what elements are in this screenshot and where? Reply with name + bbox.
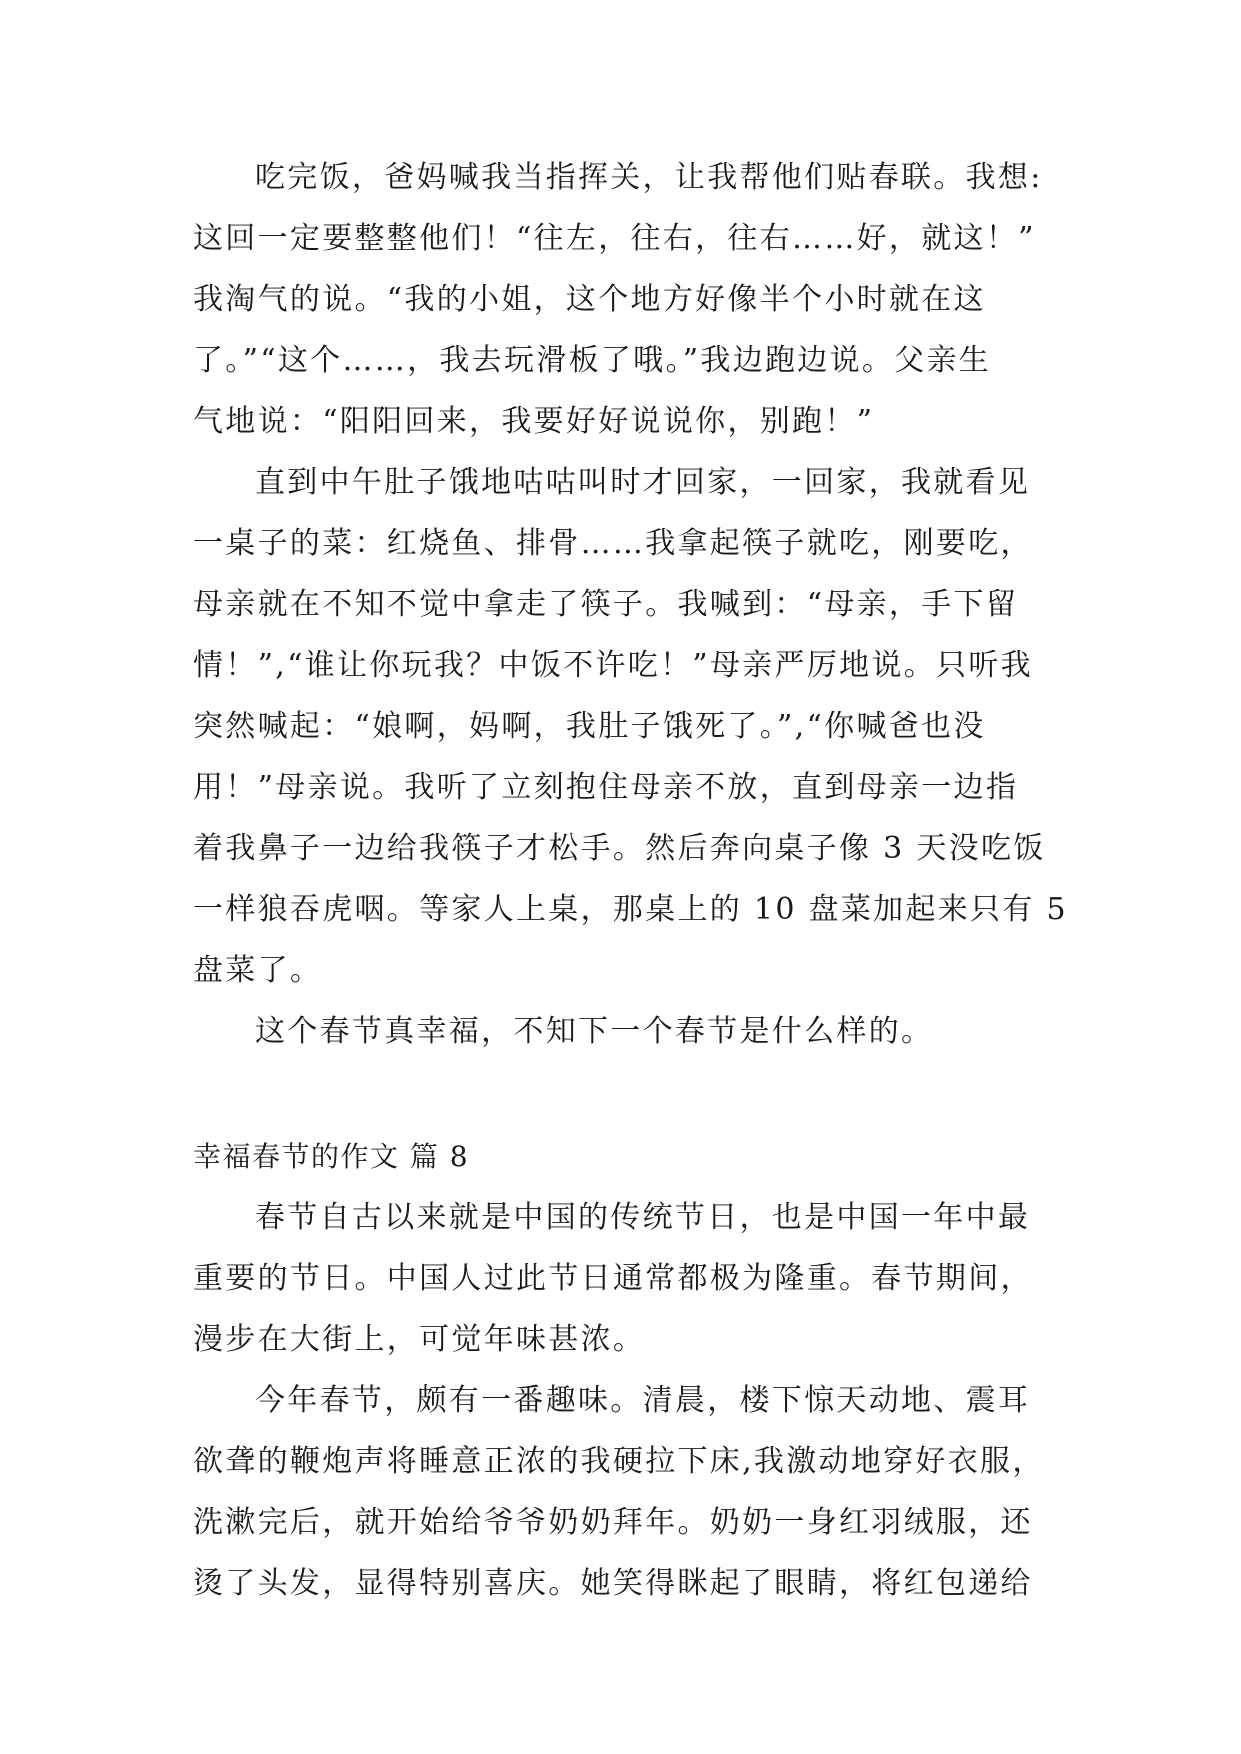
- document-body: [193, 158, 1073, 1625]
- text-line: 了。”“这个……，我去玩滑板了哦。”我边跑边说。父亲生: [193, 343, 992, 378]
- text-line: 直到中午肚子饿地咕咕叫时才回家，一回家，我就看见: [255, 465, 1031, 500]
- text-line: 一样狼吞虎咽。等家人上桌，那桌上的 10 盘菜加起来只有 5: [193, 892, 1068, 927]
- text-line: 用！”母亲说。我听了立刻抱住母亲不放，直到母亲一边指: [193, 770, 1019, 805]
- text-line: 欲聋的鞭炮声将睡意正浓的我硬拉下床,我激动地穿好衣服，: [193, 1444, 1045, 1479]
- text-line: 气地说：“阳阳回来，我要好好说说你，别跑！”: [193, 404, 875, 439]
- section-heading: 幸福春节的作文 篇 8: [193, 1140, 470, 1173]
- text-line: 突然喊起：“娘啊，妈啊，我肚子饿死了。”,“你喊爸也没: [193, 709, 986, 744]
- text-line: 今年春节，颇有一番趣味。清晨，楼下惊天动地、震耳: [255, 1383, 1031, 1418]
- section-spacer: [193, 1073, 1073, 1137]
- text-line: 漫步在大街上，可觉年味甚浓。: [193, 1322, 646, 1357]
- text-line: 母亲就在不知不觉中拿走了筷子。我喊到：“母亲，手下留: [193, 587, 1019, 622]
- text-line: 重要的节日。中国人过此节日通常都极为隆重。春节期间，: [193, 1261, 1033, 1296]
- text-line: 春节自古以来就是中国的传统节日，也是中国一年中最: [255, 1200, 1031, 1235]
- text-line: 盘菜了。: [193, 953, 323, 988]
- text-line: 这回一定要整整他们！“往左，往右，往右……好，就这！”: [193, 221, 1036, 256]
- paragraph: [193, 1198, 1073, 1360]
- paragraph: [193, 158, 1073, 442]
- text-line: 这个春节真幸福，不知下一个春节是什么样的。: [255, 1014, 934, 1049]
- paragraph: [193, 463, 1073, 991]
- text-line: 洗漱完后，就开始给爷爷奶奶拜年。奶奶一身红羽绒服，还: [193, 1505, 1033, 1540]
- text-line: 烫了头发，显得特别喜庆。她笑得眯起了眼睛，将红包递给: [193, 1566, 1033, 1601]
- paragraph: [193, 1012, 1073, 1052]
- text-line: 着我鼻子一边给我筷子才松手。然后奔向桌子像 3 天没吃饭: [193, 831, 1046, 866]
- paragraph: [193, 1381, 1073, 1604]
- text-line: 情！”,“谁让你玩我？中饭不许吃！”母亲严厉地说。只听我: [193, 648, 1033, 683]
- text-line: 我淘气的说。“我的小姐，这个地方好像半个小时就在这: [193, 282, 986, 317]
- text-line: 一桌子的菜：红烧鱼、排骨……我拿起筷子就吃，刚要吃，: [193, 526, 1033, 561]
- text-line: 吃完饭，爸妈喊我当指挥关，让我帮他们贴春联。我想:: [255, 160, 1043, 195]
